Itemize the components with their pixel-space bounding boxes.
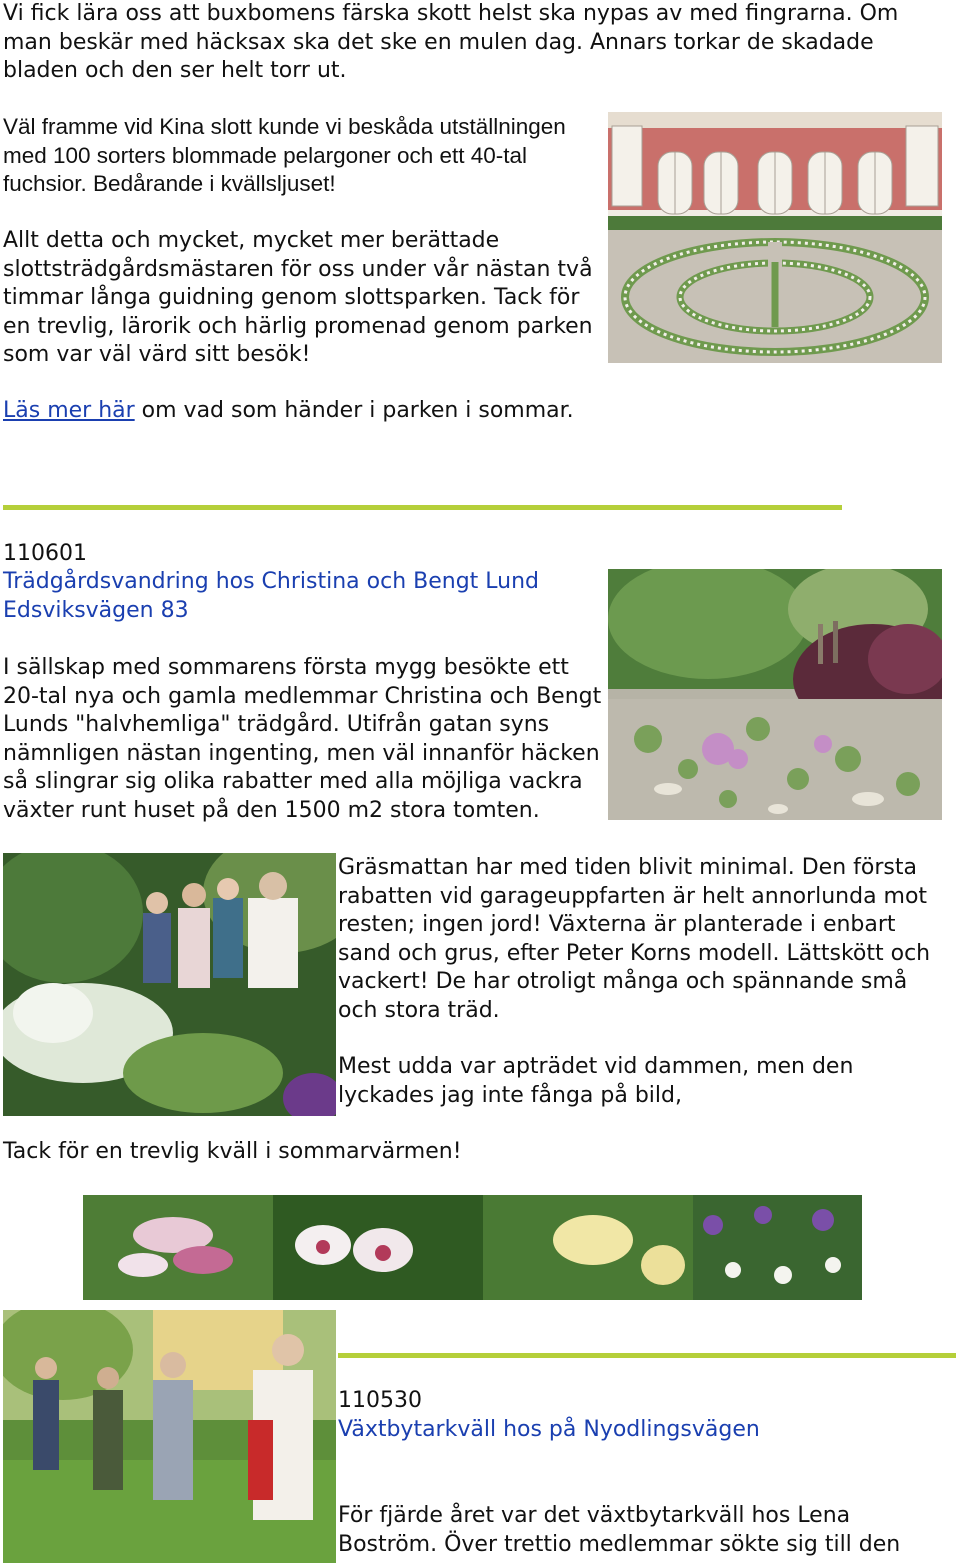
- flower-strip-photo: [83, 1195, 862, 1300]
- article-paragraph-3: Mest udda var apträdet vid dammen, men den lyckades jag inte fånga på bild,: [338, 1054, 854, 1108]
- article-paragraph-1: I sällskap med sommarens första mygg besökte ett 20-tal nya och gamla medlemmar Christina och Bengt Lunds "halvhemliga" trädgård. Utifrån gatan syns nämnligen nästan ingenting, men väl innanför häcken så slingrar sig olika rabatter med alla möjliga vackra växter runt huset på den 1500 m2 stora tomten.: [3, 655, 602, 823]
- read-more-link[interactable]: Läs mer här: [3, 398, 135, 423]
- article-title: Trädgårdsvandring hos Christina och Bengt Lund: [3, 569, 540, 594]
- article-address: Edsviksvägen 83: [3, 598, 189, 623]
- article-paragraph-2: Gräsmattan har med tiden blivit minimal. Den första rabatten vid garageuppfarten är helt annorlunda mot resten; ingen jord! Växterna är planterade i enbart sand och grus, efter Peter Korns modell. Lättskött och vackert! De har otroligt många och spännande små och stora träd.: [338, 855, 931, 1023]
- kina-slott-photo: [608, 112, 942, 363]
- article-date-2: 110530: [338, 1388, 422, 1413]
- rock-garden-photo: [608, 569, 942, 820]
- article-thanks: Tack för en trevlig kväll i sommarvärmen!: [3, 1139, 462, 1164]
- article-title-2: Växtbytarkväll hos på Nyodlingsvägen: [338, 1417, 760, 1442]
- section-divider: [3, 505, 842, 510]
- article-date: 110601: [3, 541, 87, 566]
- read-more-line: [3, 397, 703, 426]
- visitors-photo: [3, 853, 336, 1116]
- intro-paragraph: Vi fick lära oss att buxbomens färska skott helst ska nypas av med fingrarna. Om man beskär med häcksax ska det ske en mulen dag. Annars torkar de skadade bladen och den ser helt torr ut.: [3, 1, 899, 83]
- guided-tour-paragraph: Allt detta och mycket, mycket mer berättade slottsträdgårdsmästaren för oss under vår nästan två timmar långa guidning genom slottsparken. Tack för en trevlig, lärorik och härlig promenad genom parken som var väl värd sitt besök!: [3, 228, 593, 367]
- kina-slott-paragraph: Väl framme vid Kina slott kunde vi beskåda utställningen med 100 sorters blommade pelargoner och ett 40-tal fuchsior. Bedårande i kvällsljuset!: [3, 114, 566, 196]
- read-more-rest: om vad som händer i parken i sommar.: [134, 398, 574, 423]
- plant-swap-photo: [3, 1310, 336, 1563]
- article-paragraph-2-1: För fjärde året var det växtbytarkväll hos Lena Boström. Över trettio medlemmar sökte sig till den: [338, 1503, 901, 1557]
- section-divider-2: [338, 1353, 956, 1358]
